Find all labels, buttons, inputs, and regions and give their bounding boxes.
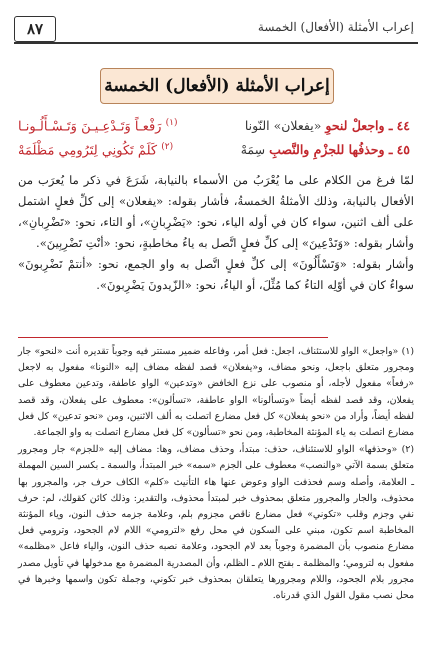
verse-example: سِمَهْ — [240, 142, 266, 157]
footnote: (٢) «وحذفها» الواو للاستئناف، حذف: مبتدأ، وحذف مضاف، وها: مضاف إليه «للجزم» جار ومجرور متعلق بسمة الآتي «والنصب» معطوف على الجزم «سمه» خبر المبتدأ، والسمة ـ بكسر السين المهملة ـ العلامة، وأصله وسم فحذفت الواو وعوض عنها هاء التأنيث «كلم» الكاف حرف جر، والمجرور بها محذوف، والجار والمجرور متعلق بمحذوف خبر لمبتدأ محذوف، والتقدير: وذلك كائن كقولك، لم: حرف نفي وجزم وقلب «تكوني» فعل مضارع ناقص مجزوم بلم، وعلامة جزمه حذف النون، وياء المؤنثة المخاطبة اسم تكون، مبني على السكون في محل رفع «لترومي» اللام لام الجحود، وترومي فعل مضارع منصوب بأن المضمرة وجوباً بعد لام الجحود، وعلامة نصبه حذف النون، والياء فاعل «مظلمه» مفعول به لترومي؛ والمظلمة ـ بفتح اللام ـ الظلم، وأن المصدرية المضمرة مع مدخولها في تأويل مصدر مجرور بلام الجحود، واللام ومجرورها يتعلقان بمحذوف خبر تكوني، وجملة تكون واسمها وخبرها في محل نصب مقول القول الذي قدرناه. — [18, 444, 414, 602]
verse-lead: ـ واجعلْ لنحوِ — [325, 118, 393, 133]
verse-first-hemistich — [241, 142, 410, 157]
verse-poem-text: رَفْعـاً وَتَـدْعِـيـنَ وَتَـسْـأَلُـونـا — [18, 119, 162, 135]
commentary-body — [18, 170, 414, 296]
section-title: إعراب الأمثلة (الأفعال) الخمسة — [100, 68, 334, 104]
footnotes — [18, 344, 414, 605]
footnote-separator — [18, 337, 328, 338]
verse-second-hemistich — [18, 118, 177, 134]
verse-line — [18, 118, 410, 138]
verse-poem-text: كَلَمْ تَكُونِي لِتَرُومِي مَظْلَمَهْ — [18, 143, 158, 159]
verse-first-hemistich — [245, 118, 410, 133]
verse-number: ٤٤ — [396, 118, 410, 133]
footnote: (١) «واجعل» الواو للاستئناف، اجعل: فعل أمر، وفاعله ضمير مستتر فيه وجوباً تقديره أنت «لنحو» جار ومجرور متعلق باجعل، ونحو مضاف، و«يفعلان» قصد لفظه مضاف إليه «النونا» مفعول به لاجعل «رفعاً» مفعول لأجله، أو منصوب على نزع الخافض «وتدعين» الواو عاطفة، وتدعين معطوف على يفعلان، وقد قصد لفظه أيضاً «وتسألونا» الواو عاطفة، «تسألون»: معطوف على يفعلان، وقد قصد لفظه أيضاً، وأراد من «نحو يفعلان» كل فعل مضارع اتصلت به ألف الاثنين، ومن «نحو تدعين» كل فعل مضارع اتصلت به ياء المؤنثة المخاطبة، ومن نحو «تسألون» كل فعل مضارع اتصلت به واو الجماعة. — [18, 346, 414, 439]
verse-second-hemistich — [18, 142, 173, 158]
footnote-ref: (١) — [165, 118, 178, 128]
verse-example: «يفعلان» النّونا — [244, 118, 322, 133]
commentary-paragraph: لمّا فرغ من الكلام على ما يُعْرَبُ من الأسماء بالنيابة، شَرَعَ في ذكر ما يُعرَب من الأفعال بالنيابة، وذلك الأمثلةُ الخمسةُ، فأشار بقوله: «يفعلان» إلى كلِّ فعلٍ اشتمل على ألف اثنين، سواء كان في أوله الياء، نحو: «يَضْرِبانِ»، أو التاء، نحو: «تَضْرِبانِ»، وأشار بقوله: «وَتَدْعِينَ» إلى كلِّ فعلٍ اتَّصل به ياءُ مخاطبةٍ، نحو: «أنْتِ تَضْرِبِينَ». — [18, 173, 414, 250]
page-number: ٨٧ — [14, 16, 56, 42]
header-rule — [14, 42, 418, 44]
running-header — [14, 16, 418, 42]
commentary-paragraph: وأشار بقوله: «وَتَسْأَلُونَ» إلى كلِّ فعلٍ اتَّصل به واو الجمع، نحو: «أنتمْ تَضْرِبونَ» سواءٌ كان في أوّلِه التاءُ كما مُثِّلَ، أو الياءُ، نحو: «الزّيدونَ يَضْرِبونَ». — [18, 257, 414, 292]
footnote-ref: (٢) — [161, 142, 174, 152]
verse-line — [18, 142, 410, 162]
running-header-title: إعراب الأمثلة (الأفعال) الخمسة — [257, 20, 414, 34]
verse-lead: ـ وحذفُها للجزْمِ والنَّصبِ — [269, 142, 393, 157]
verse-number: ٤٥ — [396, 142, 410, 157]
